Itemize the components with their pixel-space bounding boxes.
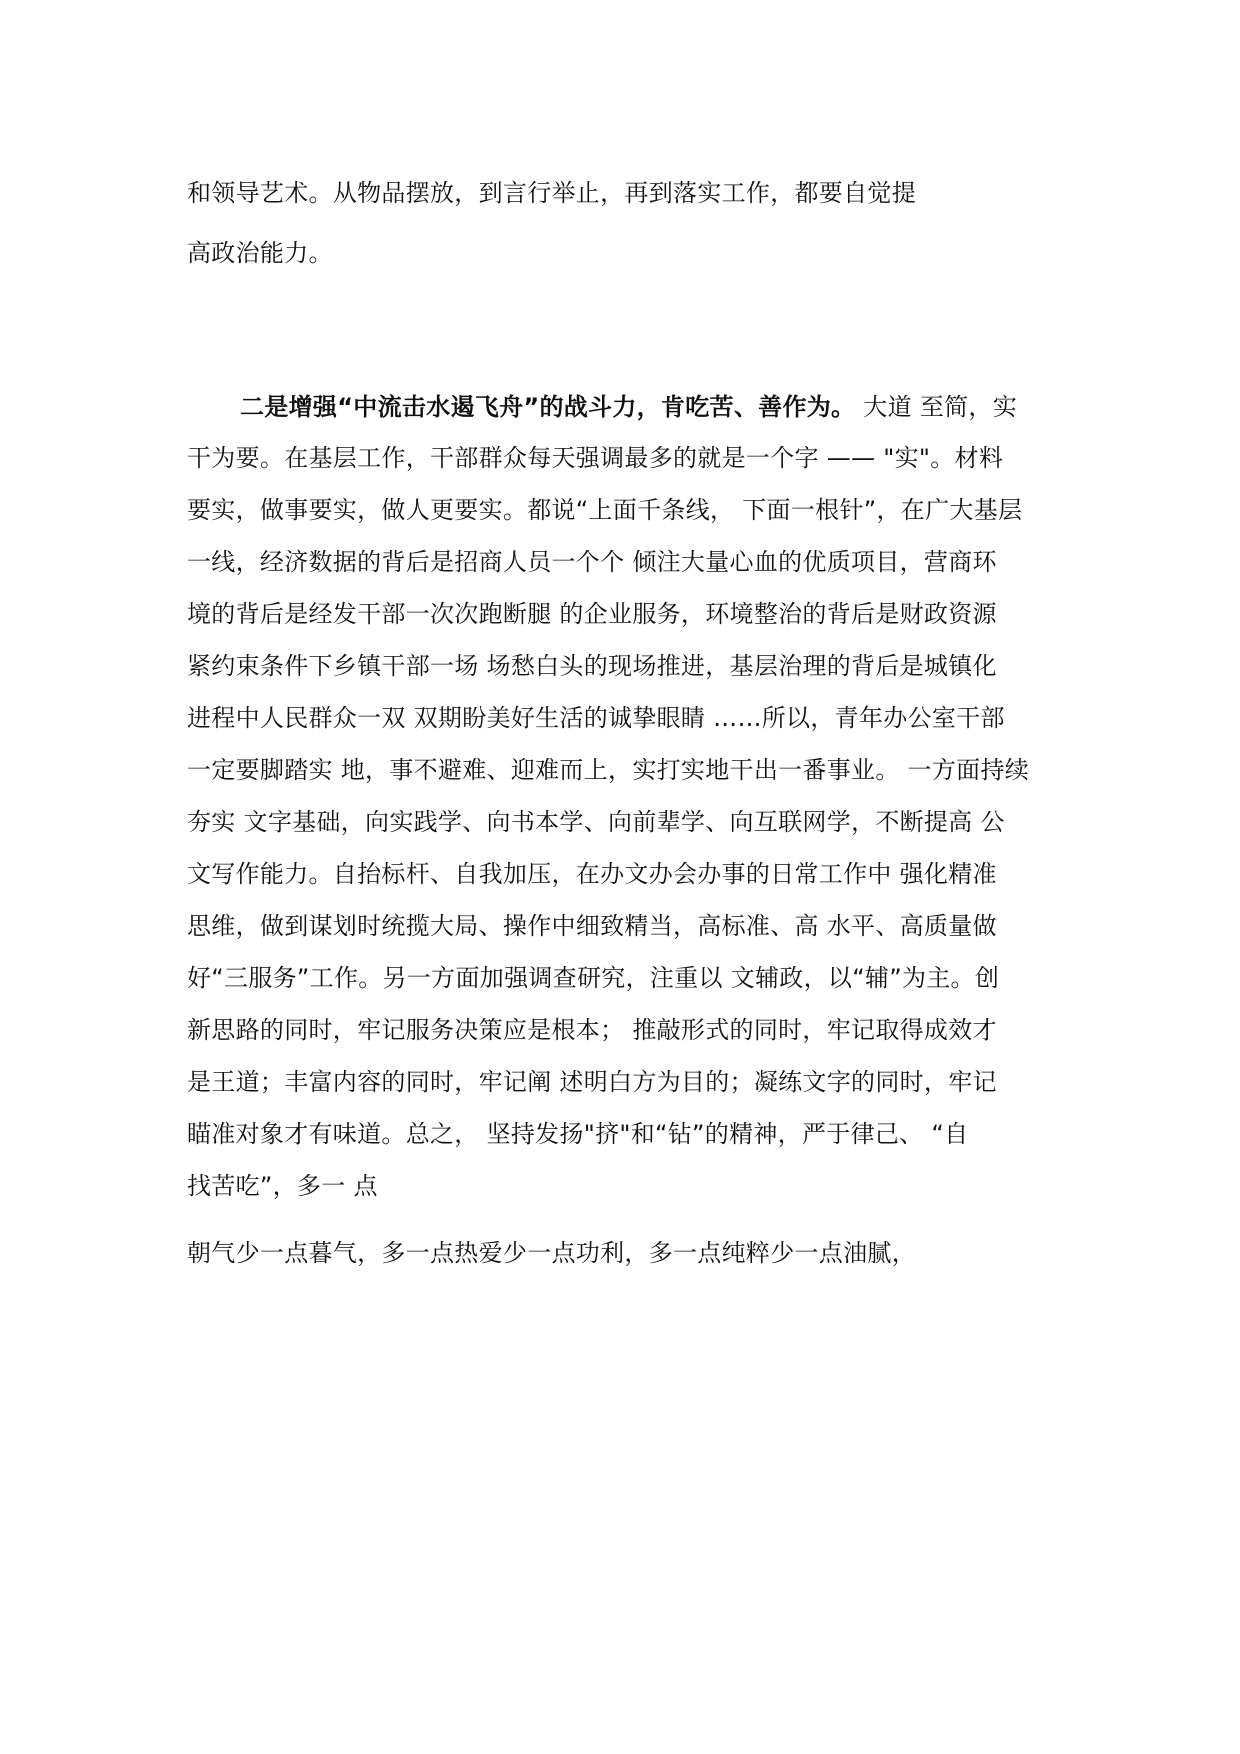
body-line: 进程中人民群众一双 双期盼美好生活的诚挚眼睛 ……所以，青年办公室干部	[187, 704, 1005, 732]
section-first-line-rest: 大道 至简，实	[855, 393, 1018, 421]
intro-line-2: 高政治能力。	[187, 239, 333, 267]
intro-line-1: 和领导艺术。从物品摆放，到言行举止，再到落实工作，都要自觉提	[187, 179, 916, 207]
body-line: 是王道；丰富内容的同时，牢记阐 述明白方为目的；凝练文字的同时，牢记	[187, 1068, 997, 1096]
section-first-line	[240, 392, 1120, 422]
body-line: 要实，做事要实，做人更要实。都说“上面千条线， 下面一根针”，在广大基层	[187, 496, 1023, 524]
body-line: 好“三服务”工作。另一方面加强调查研究，注重以 文辅政，以“辅”为主。创	[187, 964, 1000, 992]
body-line: 干为要。在基层工作，干部群众每天强调最多的就是一个字 —— "实"。材料	[187, 444, 1004, 472]
closing-line: 朝气少一点暮气，多一点热爱少一点功利，多一点纯粹少一点油腻，	[187, 1239, 916, 1267]
body-line: 一定要脚踏实 地，事不避难、迎难而上，实打实地干出一番事业。 一方面持续	[187, 756, 1030, 784]
body-line: 思维，做到谋划时统揽大局、操作中细致精当，高标准、高 水平、高质量做	[187, 912, 997, 940]
body-line: 紧约束条件下乡镇干部一场 场愁白头的现场推进，基层治理的背后是城镇化	[187, 652, 997, 680]
body-line: 夯实 文字基础，向实践学、向书本学、向前辈学、向互联网学，不断提高 公	[187, 808, 1005, 836]
body-line: 新思路的同时，牢记服务决策应是根本； 推敲形式的同时，牢记取得成效才	[187, 1016, 997, 1044]
body-line: 找苦吃”，多一 点	[187, 1172, 378, 1200]
body-line: 境的背后是经发干部一次次跑断腿 的企业服务，环境整治的背后是财政资源	[187, 600, 997, 628]
body-line: 瞄准对象才有味道。总之， 坚持发扬"挤"和“钻”的精神，严于律己、 “自	[187, 1120, 969, 1148]
body-line: 文写作能力。自抬标杆、自我加压，在办文办会办事的日常工作中 强化精准	[187, 860, 997, 888]
section-heading: 二是增强“中流击水遏飞舟”的战斗力，肯吃苦、善作为。	[240, 393, 856, 421]
body-line: 一线，经济数据的背后是招商人员一个个 倾注大量心血的优质项目，营商环	[187, 548, 997, 576]
